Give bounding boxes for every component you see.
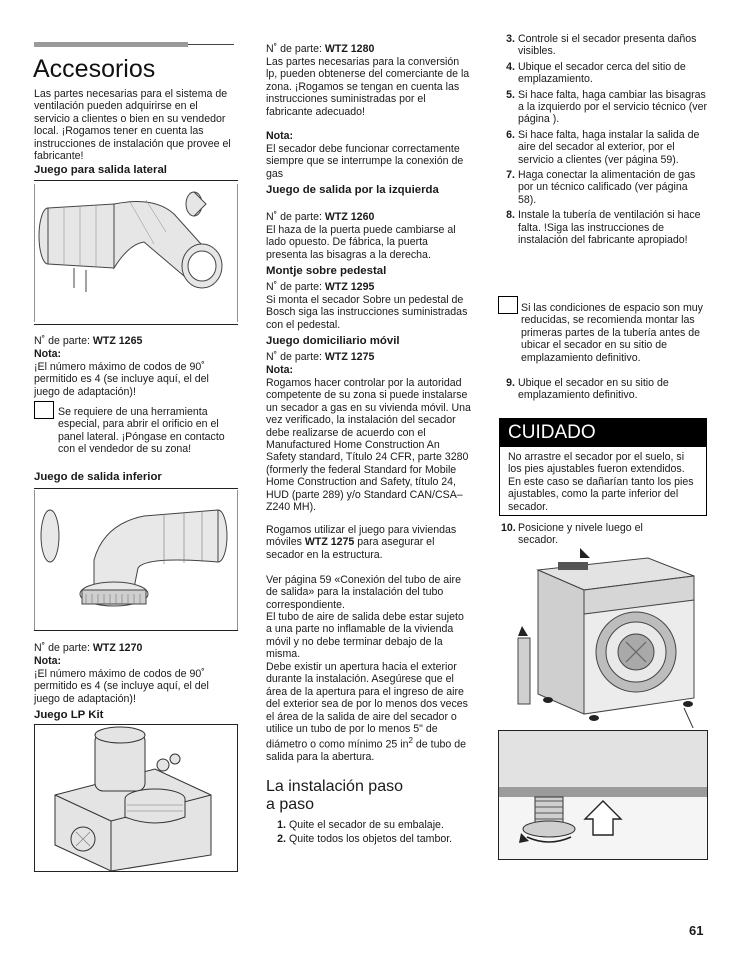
- lateral-rule: [34, 180, 238, 181]
- part-prefix: N˚ de parte:: [34, 642, 90, 654]
- step-text: Ubique el secador cerca del sitio de emplazamiento.: [518, 60, 686, 86]
- list-item: [501, 89, 707, 126]
- install-heading-line-2: a paso: [266, 796, 315, 813]
- step-text: Quite todos los objetos del tambor.: [289, 833, 453, 846]
- step-number: 8.: [506, 209, 515, 222]
- caution-box: [499, 418, 707, 516]
- text-part: Debe existir un apertura hacia el exterior durante la instalación. Asegúrese que el área de la apertura para el ingreso de aire del exterior sea de por lo menos dos veces el área de la salida de aire del secador o utilice un tubo de por lo menos 5" de diámetro o como mínimo 25 in: [266, 661, 468, 751]
- movil-part-number: [266, 351, 374, 363]
- text-part: de tubo de salida para la abertura.: [266, 738, 466, 764]
- inferior-kit-illustration: [34, 490, 238, 630]
- lateral-nota: ¡El número máximo de codos de 90˚ permitido es 4 (se incluye aquí, el del juego de adaptación)!: [34, 361, 209, 398]
- movil-paragraph-4: [266, 661, 472, 764]
- step-text: Posicione y nivele luego el secador.: [518, 522, 643, 547]
- lp-nota-label: Nota:: [266, 130, 294, 142]
- title-rule: [188, 44, 234, 45]
- part-prefix: N˚ de parte:: [34, 335, 90, 347]
- part-prefix: N˚ de parte:: [266, 351, 322, 363]
- list-item: [501, 169, 707, 206]
- pedestal-heading: Montje sobre pedestal: [266, 265, 387, 277]
- izquierda-part-number: [266, 211, 374, 223]
- part-code: WTZ 1275: [324, 351, 375, 363]
- part-prefix: N˚ de parte:: [266, 211, 322, 223]
- lateral-nota-label: Nota:: [34, 348, 62, 360]
- part-code: WTZ 1265: [92, 335, 143, 347]
- lp-kit-illustration: [34, 724, 238, 872]
- step-number: 2.: [277, 833, 286, 846]
- step-text: Si hace falta, haga instalar la salida de aire del secador al exterior, por el servicio a clientes (ver página 59).: [518, 128, 700, 166]
- text-part: para asegurar el secador en la estructura.: [266, 536, 435, 561]
- step-number: 9.: [506, 377, 515, 389]
- lateral-heading: Juego para salida lateral: [34, 164, 167, 176]
- step-text: Ubique el secador en su sitio de emplazamiento definitivo.: [518, 377, 669, 402]
- step-9: [501, 377, 707, 402]
- movil-heading: Juego domiciliario móvil: [266, 335, 400, 347]
- movil-nota: Rogamos hacer controlar por la autoridad competente de su zona si puede instalarse un secador a gas en su vivienda móvil. Una vez verificado, la instalación del secador debe realizarse de acuerdo con el Manufactured Home Construction An Safety standard, Título 24 CFR, parte 3280 (formerly the federal Standard for Mobile Home Construction and Safety, título 24, HUD (parte 289) y/o Standard CAN/CSA–Z240 MH).: [266, 377, 471, 514]
- inferior-bottom-rule: [34, 630, 238, 631]
- izquierda-text: El haza de la puerta puede cambiarse al lado opuesto. De fábrica, la puerta presenta las bisagras a la derecha.: [266, 224, 456, 261]
- step-number: 7.: [506, 169, 515, 182]
- part-prefix: N˚ de parte:: [266, 281, 322, 293]
- install-heading-line-1: La instalación paso: [266, 778, 403, 795]
- pedestal-text: Si monta el secador Sobre un pedestal de Bosch siga las instrucciones suministradas con el pedestal.: [266, 294, 468, 331]
- movil-paragraph-1: [266, 524, 466, 561]
- superscript: 2: [408, 736, 413, 746]
- movil-nota-label: Nota:: [266, 364, 294, 376]
- movil-paragraph-3: El tubo de aire de salida debe estar sujeto a una parte no inflamable de la vivienda móvil y no debe terminar debajo de la misma.: [266, 611, 464, 661]
- install-heading: [266, 778, 403, 814]
- list-item: [501, 33, 707, 58]
- inferior-heading: Juego de salida inferior: [34, 471, 162, 483]
- inferior-rule: [34, 488, 238, 489]
- pedestal-part-number: [266, 281, 374, 293]
- page-number: 61: [689, 923, 704, 938]
- lp-part-number: [266, 43, 374, 55]
- list-item: [501, 129, 707, 166]
- caution-title: CUIDADO: [500, 419, 706, 447]
- step-text: Si hace falta, haga cambiar las bisagras a la izquierdo por el servicio técnico (ver página ).: [518, 88, 708, 126]
- step-number: 5.: [506, 88, 515, 101]
- lp-text: Las partes necesarias para la conversión lp, pueden obtenerse del comerciante de la zona. ¡Rogamos se tengan en cuenta las instrucciones suministradas por el fabricante adecuado!: [266, 56, 470, 118]
- lateral-part-number: [34, 335, 142, 347]
- step-text: Quite el secador de su embalaje.: [289, 819, 444, 831]
- note-box-icon: [498, 296, 518, 314]
- tool-note: Se requiere de una herramienta especial, para abrir el orificio en el panel lateral. ¡Póngase en contacto con el vendedor de su zona!: [58, 406, 225, 456]
- movil-paragraph-2: Ver página 59 «Conexión del tubo de aire de salida» para la instalación del tubo correspondiente.: [266, 574, 461, 611]
- install-steps-list: [272, 819, 472, 846]
- part-code: WTZ 1280: [324, 43, 375, 55]
- page-title: Accesorios: [33, 55, 156, 83]
- right-steps-list: [501, 33, 707, 247]
- caution-text: No arrastre el secador por el suelo, si los pies ajustables fueron extendidos. En este caso se dañarían tanto los pies ajustables, como la parte inferior del secador.: [508, 451, 694, 513]
- step-number: 4.: [506, 60, 515, 73]
- step-10: [501, 522, 651, 547]
- inferior-nota: ¡El número máximo de codos de 90˚ permitido es 4 (se incluye aquí, el del juego de adaptación)!: [34, 668, 209, 705]
- step-number: 1.: [277, 819, 286, 831]
- inferior-part-number: [34, 642, 142, 654]
- list-item: [501, 61, 707, 86]
- izquierda-heading: Juego de salida por la izquierda: [266, 184, 439, 196]
- intro-text: Las partes necesarias para el sistema de ventilación pueden adquirirse en el servicio a clientes o bien en su vendedor local. ¡Rogamos tener en cuenta las instrucciones de instalación que provee el fabricante!: [34, 88, 231, 163]
- step-number: 10.: [501, 522, 516, 534]
- part-code: WTZ 1260: [324, 211, 375, 223]
- lateral-kit-illustration: [34, 184, 238, 322]
- step-text: Haga conectar la alimentación de gas por un técnico calificado (ver página 58).: [518, 169, 696, 206]
- space-note: Si las condiciones de espacio son muy reducidas, se recomienda montar las primeras partes de la tubería antes de ubicar el secador en su sitio de emplazamiento definitivo.: [521, 302, 703, 364]
- title-bar-decoration: [34, 42, 188, 47]
- part-prefix: N˚ de parte:: [266, 43, 322, 55]
- step-number: 3.: [506, 33, 515, 45]
- list-item: [272, 819, 472, 831]
- inferior-nota-label: Nota:: [34, 655, 62, 667]
- part-code: WTZ 1275: [304, 536, 355, 549]
- text-part: Rogamos utilizar el juego para viviendas móviles: [266, 524, 457, 549]
- part-code: WTZ 1295: [324, 281, 375, 293]
- step-text: Instale la tubería de ventilación si hace falta. !Siga las instrucciones de instalación del fabricante apropiado!: [518, 209, 701, 247]
- step-text: Controle si el secador presenta daños visibles.: [518, 33, 697, 58]
- list-item: [272, 833, 472, 845]
- step-number: 6.: [506, 128, 515, 141]
- lp-nota: El secador debe funcionar correctamente siempre que se interrumpe la conexión de gas: [266, 143, 464, 180]
- part-code: WTZ 1270: [92, 642, 143, 654]
- note-box-icon: [34, 401, 54, 419]
- leveling-foot-detail: [498, 730, 708, 860]
- lp-heading: Juego LP Kit: [34, 709, 104, 721]
- dryer-illustration: [498, 548, 708, 728]
- lateral-bottom-rule: [34, 324, 238, 325]
- list-item: [501, 209, 707, 246]
